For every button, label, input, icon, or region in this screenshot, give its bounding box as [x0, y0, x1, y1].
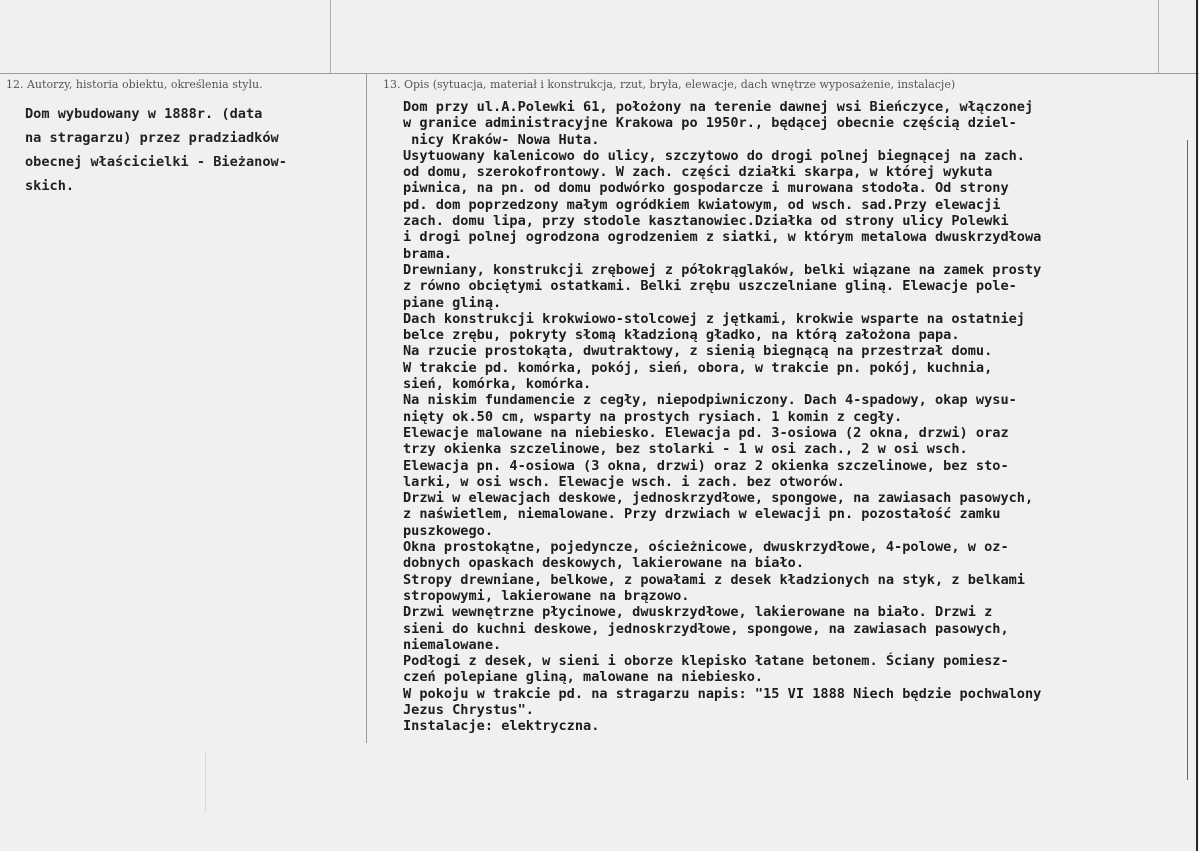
faint-show-through-line	[205, 752, 206, 812]
section-12-header: 12. Autorzy, historia obiektu, określenia stylu.	[6, 78, 263, 91]
top-divider-left	[330, 0, 331, 73]
section-12-text: Dom wybudowany w 1888r. (data na stragarzu) przez pradziadków obecnej właścicielki - Bieżanow- skich.	[25, 106, 287, 194]
section-13-header: 13. Opis (sytuacja, materiał i konstrukcja, rzut, bryła, elewacje, dach wnętrze wyposażenie, instalacje)	[383, 78, 956, 91]
header-divider	[0, 73, 1199, 74]
section-13-text: Dom przy ul.A.Polewki 61, położony na terenie dawnej wsi Bieńczyce, włączonej w granice administracyjne Krakowa po 1950r., będącej obecnie częścią dziel- nicy Kraków- Nowa Huta. Usytuowany kalenicowo do ulicy, szczytowo do drogi polnej biegnącej na zach. od domu, szerokofrontowy. W zach. części działki skarpa, w której wykuta piwnica, na pn. od domu podwórko gospodarcze i murowana stodoła. Od strony pd. dom poprzedzony małym ogródkiem kwiatowym, od wsch. sad.Przy elewacji zach. domu lipa, przy stodole kasztanowiec.Działka od strony ulicy Polewki i drogi polnej ogrodzona ogrodzeniem z siatki, w którym metalowa dwuskrzydłowa brama. Drewniany, konstrukcji zrębowej z półokrąglaków, belki wiązane na zamek prosty z równo obciętymi ostatkami. Belki zrębu uszczelniane gliną. Elewacje pole- piane gliną. Dach konstrukcji krokwiowo-stolcowej z jętkami, krokwie wsparte na ostatniej belce zrębu, pokryty słomą kładzioną gładko, na którą założona papa. Na rzucie prostokąta, dwutraktowy, z sienią biegnącą na przestrzał domu. W trakcie pd. komórka, pokój, sień, obora, w trakcie pn. pokój, kuchnia, sień, komórka, komórka. Na niskim fundamencie z cegły, niepodpiwniczony. Dach 4-spadowy, okap wysu- nięty ok.50 cm, wsparty na prostych rysiach. 1 komin z cegły. Elewacje malowane na niebiesko. Elewacja pd. 3-osiowa (2 okna, drzwi) oraz trzy okienka szczelinowe, bez stolarki - 1 w osi zach., 2 w osi wsch. Elewacja pn. 4-osiowa (3 okna, drzwi) oraz 2 okienka szczelinowe, bez sto- larki, w osi wsch. Elewacje wsch. i zach. bez otworów. Drzwi w elewacjach deskowe, jednoskrzydłowe, spongowe, na zawiasach pasowych, z naświetlem, niemalowane. Przy drzwiach w elewacji pn. pozostałość zamku puszkowego. Okna prostokątne, pojedyncze, ościeżnicowe, dwuskrzydłowe, 4-polowe, w oz- dobnych opaskach deskowych, lakierowane na biało. Stropy drewniane, belkowe, z powałami z desek kładzionych na styk, z belkami stropowymi, lakierowane na brązowo. Drzwi wewnętrzne płycinowe, dwuskrzydłowe, lakierowane na biało. Drzwi z sieni do kuchni deskowe, jednoskrzydłowe, spongowe, na zawiasach pasowych, niemalowane. Podłogi z desek, w sieni i oborze klepisko łatane betonem. Ściany pomiesz- czeń polepiane gliną, malowane na niebiesko. W pokoju w trakcie pd. na stragarzu napis: "15 VI 1888 Niech będzie pochwalony Jezus Chrystus". Instalacje: elektryczna.	[403, 99, 1042, 735]
top-divider-right	[1158, 0, 1159, 73]
card-right-edge	[1196, 0, 1198, 851]
column-divider	[366, 73, 367, 743]
